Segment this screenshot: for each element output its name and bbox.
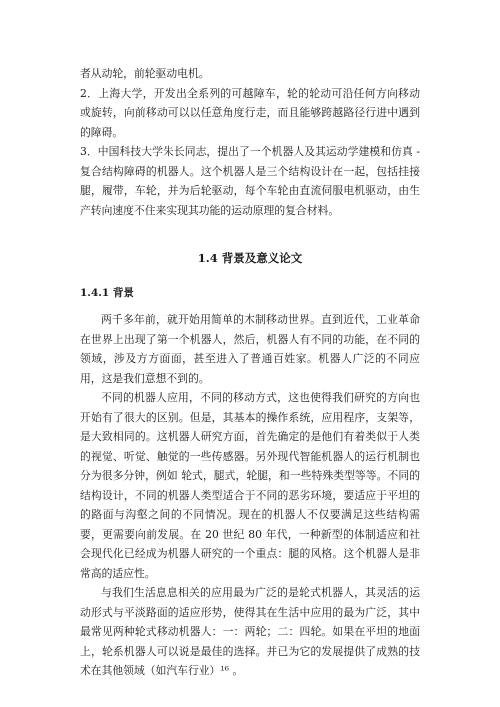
subsection-title: 1.4.1 背景 (80, 287, 134, 299)
body-paragraph-2: 不同的机器人应用，不同的移动方式，这也使得我们研究的方向也开始有了很大的区别。但是，其基本的操作系统，应用程序，支架等，是大致相同的。这机器人研究方面，首先确定的是他们有着类似于人类的视觉、听觉、触觉的一些传感器。另外现代智能机器人的运行机制也分为很多分钟，例如 轮式，腿式，轮腿，和一些特殊类型等等。不同的结构设计，不同的机器人类型适合于不同的恶劣环境，要适应于平坦的的路面与沟壑之间的不同情况。现在的机器人不仅要满足这些结构需要，更需要向前发展。在 20 世纪 80 年代，一种新型的体制适应和社会现代化已经成为机器人研究的一个重点：腿的风格。这个机器人是非常高的适应性。 (80, 391, 420, 580)
body-paragraph-3: 与我们生活息息相关的应用最为广泛的是轮式机器人，其灵活的运动形式与平淡路面的适应形势，使得其在生活中应用的最为广泛，其中最常见两种轮式移动机器人：一：两轮；二：四轮。如果在平坦的地面上，轮系机器人可以说是最佳的选择。并已为它的发展提供了成熟的技术在其他领域（如汽车行业）¹⁶ 。 (80, 586, 420, 677)
document-body (80, 64, 420, 681)
intro-line-2: 2．上海大学，开发出全系列的可越障车，轮的轮动可沿任何方向移动或旋转，向前移动可以以任意角度行走，而且能够跨越路径行进中遇到的障碍。 (80, 86, 420, 139)
intro-line-1: 者从动轮，前轮驱动电机。 (80, 67, 210, 80)
body-paragraph-1: 两千多年前，就开始用简单的木制移动世界。直到近代，工业革命在世界上出现了第一个机器人，然后，机器人有不同的功能，在不同的领域，涉及方方面面，甚至进入了普通百姓家。机器人广泛的不同应用，这是我们意想不到的。 (80, 313, 420, 385)
intro-line-3: 3．中国科技大学朱长同志，提出了一个机器人及其运动学建模和仿真 - 复合结构障碍的机器人。这个机器人是三个结构设计在一起，包括挂接腿，履带，车轮，并为后轮驱动，每个车轮由直流伺服电机驱动，由生产转向速度不住来实现其功能的运动原理的复合材料。 (80, 145, 420, 217)
section-title: 1.4 背景及意义论文 (197, 251, 303, 265)
